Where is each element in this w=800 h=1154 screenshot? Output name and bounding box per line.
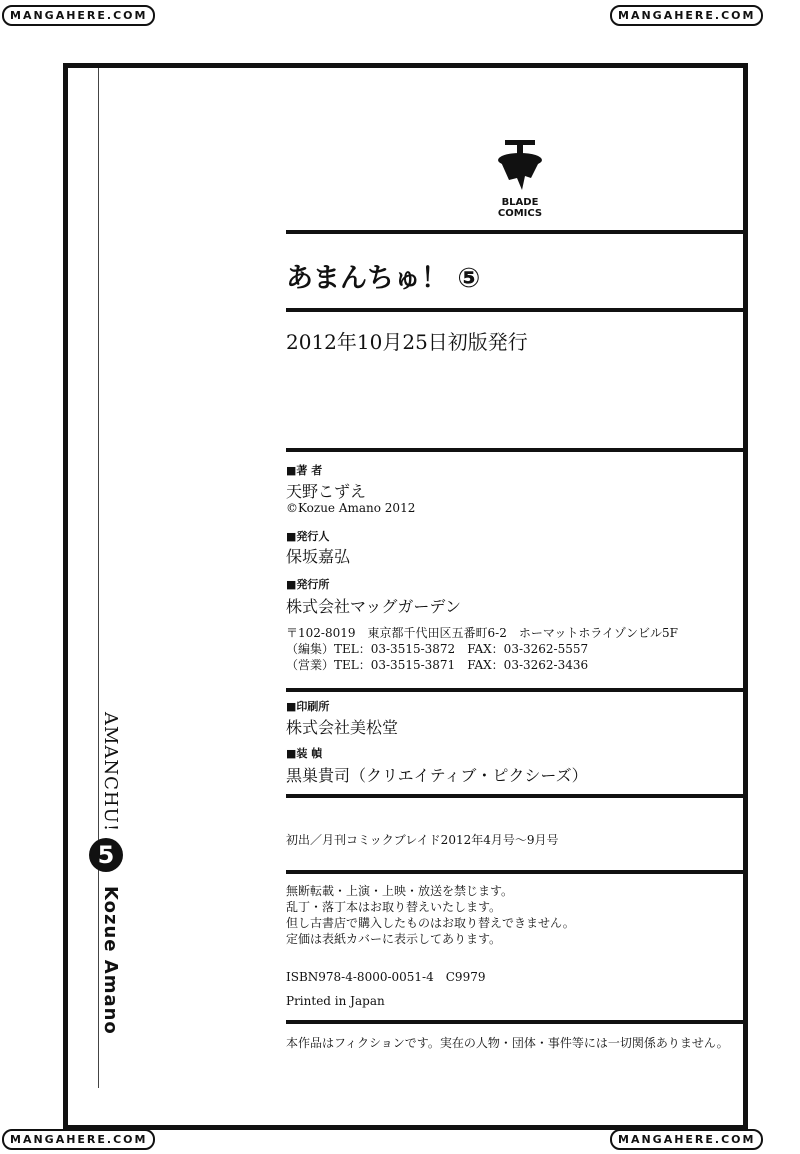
spine-author: Kozue Amano [100, 886, 121, 1035]
divider [286, 794, 748, 798]
book-title: あまんちゅ！ ⑤ [286, 263, 481, 294]
watermark: MANGAHERE.COM [2, 5, 155, 26]
divider [286, 870, 748, 874]
publisher-name: 株式会社マッグガーデン [286, 597, 462, 616]
spine-divider [98, 68, 99, 1088]
printer-label: ■印刷所 [286, 700, 330, 713]
logo-text-1: BLADE [501, 197, 539, 208]
publication-date: 2012年10月25日初版発行 [286, 330, 528, 354]
watermark: MANGAHERE.COM [610, 5, 763, 26]
author-label: ■著 者 [286, 464, 323, 477]
spine-volume [89, 838, 123, 872]
publisher-address: 〒102-8019 東京都千代田区五番町6-2 ホーマットホライゾンビル5F [286, 626, 678, 640]
first-publication: 初出／月刊コミックブレイド2012年4月号～9月号 [286, 833, 559, 847]
design-label: ■装 幀 [286, 747, 323, 760]
divider [286, 688, 748, 692]
fiction-notice: 本作品はフィクションです。実在の人物・団体・事件等には一切関係ありません。 [286, 1036, 729, 1050]
notice-3: 但し古書店で購入したものはお取り替えできません。 [286, 916, 575, 930]
isbn: ISBN978-4-8000-0051-4 C9979 [286, 970, 486, 984]
watermark: MANGAHERE.COM [2, 1129, 155, 1150]
publisher-tel-sales: （営業）TEL：03-3515-3871 FAX：03-3262-3436 [286, 658, 589, 672]
blade-comics-logo [490, 138, 550, 219]
notice-1: 無断転載・上演・上映・放送を禁じます。 [286, 884, 514, 898]
spine-title: AMANCHU! [100, 712, 121, 833]
spine-volume-number: 5 [97, 841, 115, 869]
divider [286, 230, 748, 234]
notice-2: 乱丁・落丁本はお取り替えいたします。 [286, 900, 502, 914]
divider [286, 1020, 748, 1024]
divider [286, 308, 748, 312]
copyright: ©Kozue Amano 2012 [286, 501, 416, 515]
author-name: 天野こずえ [286, 482, 367, 501]
publisher-label: ■発行所 [286, 578, 330, 591]
publisher-tel-edit: （編集）TEL：03-3515-3872 FAX：03-3262-5557 [286, 642, 589, 656]
design-name: 黒巣貴司（クリエイティブ・ピクシーズ） [286, 766, 588, 785]
printed-in: Printed in Japan [286, 994, 385, 1008]
divider [286, 448, 748, 452]
logo-text-2: COMICS [497, 208, 543, 219]
notice-4: 定価は表紙カバーに表示してあります。 [286, 932, 502, 946]
printer-name: 株式会社美松堂 [286, 718, 399, 737]
publisher-person-name: 保坂嘉弘 [286, 547, 351, 566]
logo-icon [495, 138, 545, 193]
watermark: MANGAHERE.COM [610, 1129, 763, 1150]
publisher-person-label: ■発行人 [286, 530, 330, 543]
